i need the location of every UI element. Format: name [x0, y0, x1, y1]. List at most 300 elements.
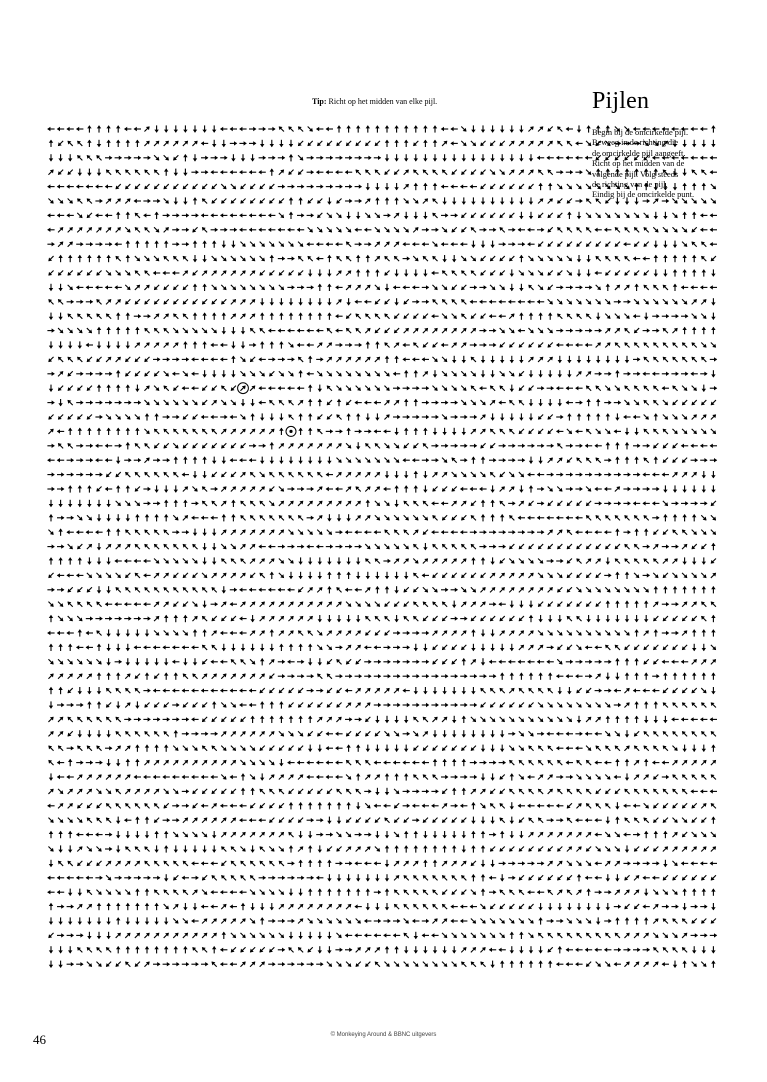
arrow-up-right — [508, 312, 516, 320]
arrow-down-right — [575, 643, 583, 651]
arrow-left — [498, 602, 505, 606]
arrow-left — [191, 688, 198, 692]
arrow-up-right — [152, 341, 160, 349]
start-arrow — [239, 384, 247, 392]
arrow-down — [97, 586, 101, 593]
arrow-down-left — [66, 384, 74, 392]
arrow-up — [308, 428, 312, 435]
arrow-down-right — [383, 226, 391, 234]
arrow-down-right — [229, 398, 237, 406]
arrow-up-left — [402, 614, 410, 622]
arrow-left — [498, 660, 505, 664]
arrow-left — [316, 242, 323, 246]
arrow-left — [153, 645, 160, 649]
arrow-up-left — [431, 514, 439, 522]
arrow-left — [76, 573, 83, 577]
arrow-down-right — [604, 427, 612, 435]
arrow-right — [307, 487, 314, 491]
arrow-right — [153, 458, 160, 462]
arrow-up-right — [364, 773, 372, 781]
arrow-right — [585, 328, 592, 332]
arrow-down-left — [316, 730, 324, 738]
arrow-left — [287, 588, 294, 592]
arrow-left — [374, 400, 381, 404]
arrow-up — [481, 456, 485, 463]
arrow-up-right — [268, 658, 276, 666]
arrow-up — [174, 456, 178, 463]
arrow-down-left — [76, 269, 84, 277]
arrow-up — [606, 442, 610, 449]
arrow-down — [327, 514, 331, 521]
arrow-right — [316, 688, 323, 692]
arrow-up-left — [680, 341, 688, 349]
arrow-up-right — [373, 773, 381, 781]
arrow-up-left — [181, 254, 189, 262]
arrow-down — [49, 773, 53, 780]
arrow-right — [105, 242, 112, 246]
arrow-up-left — [440, 542, 448, 550]
arrow-right — [307, 688, 314, 692]
arrow-down-right — [642, 586, 650, 594]
arrow-up-left — [162, 542, 170, 550]
arrow-down — [423, 543, 427, 550]
arrow-down — [106, 586, 110, 593]
arrow-down-right — [210, 254, 218, 262]
arrow-up-right — [460, 629, 468, 637]
arrow-left — [575, 674, 582, 678]
arrow-up-right — [248, 600, 256, 608]
arrow-down — [106, 500, 110, 507]
arrow-right — [211, 487, 218, 491]
arrow-up-right — [210, 269, 218, 277]
arrow-down-right — [383, 514, 391, 522]
arrow-down-left — [335, 701, 343, 709]
arrow-right — [326, 429, 333, 433]
arrow-up-left — [114, 730, 122, 738]
arrow-up-right — [47, 168, 55, 176]
arrow-down-right — [220, 744, 228, 752]
arrow-down-right — [460, 384, 468, 392]
arrow-left — [57, 184, 64, 188]
arrow-down — [510, 125, 514, 132]
arrow-up-left — [431, 211, 439, 219]
arrow-up-left — [527, 283, 535, 291]
arrow-down-left — [479, 269, 487, 277]
arrow-down — [558, 370, 562, 377]
arrow-left — [326, 242, 333, 246]
arrow-up-left — [421, 254, 429, 262]
arrow-down — [577, 269, 581, 276]
arrow-up-right — [114, 355, 122, 363]
arrow-left — [172, 271, 179, 275]
arrow-left — [201, 688, 208, 692]
arrow-up-left — [162, 586, 170, 594]
arrow-down — [711, 687, 715, 694]
arrow-down-right — [671, 427, 679, 435]
arrow-down-left — [316, 211, 324, 219]
arrow-down-left — [671, 686, 679, 694]
arrow-right — [451, 616, 458, 620]
arrow-left — [172, 660, 179, 664]
arrow-down-right — [508, 715, 516, 723]
arrow-up — [106, 672, 110, 679]
arrow-right — [403, 703, 410, 707]
arrow-down-right — [594, 298, 602, 306]
arrow-down-left — [383, 269, 391, 277]
arrow-down-right — [306, 528, 314, 536]
arrow-up — [298, 716, 302, 723]
arrow-up-right — [104, 197, 112, 205]
arrow-right — [172, 357, 179, 361]
arrow-up-left — [220, 557, 228, 565]
arrow-right — [652, 516, 659, 520]
arrow-right — [537, 386, 544, 390]
arrow-left — [153, 688, 160, 692]
arrow-right — [86, 300, 93, 304]
arrow-down — [222, 457, 226, 464]
arrow-up-left — [181, 427, 189, 435]
arrow-left — [134, 645, 141, 649]
arrow-up-left — [488, 384, 496, 392]
arrow-down-left — [536, 542, 544, 550]
arrow-down — [490, 730, 494, 737]
arrow-down — [270, 457, 274, 464]
arrow-left — [681, 127, 688, 131]
arrow-down-left — [210, 384, 218, 392]
arrow-down-left — [575, 686, 583, 694]
arrow-up — [644, 600, 648, 607]
arrow-right — [287, 487, 294, 491]
arrow-up-left — [325, 672, 333, 680]
arrow-up — [346, 125, 350, 132]
arrow-down — [404, 154, 408, 161]
arrow-down-right — [56, 614, 64, 622]
arrow-down-right — [143, 254, 151, 262]
arrow-up-right — [229, 758, 237, 766]
arrow-down — [260, 140, 264, 147]
arrow-left — [76, 127, 83, 131]
arrow-up — [183, 341, 187, 348]
arrow-up-right — [354, 514, 362, 522]
arrow-down-right — [680, 197, 688, 205]
arrow-right — [441, 703, 448, 707]
arrow-down — [548, 615, 552, 622]
arrow-down-right — [239, 283, 247, 291]
arrow-down-right — [344, 226, 352, 234]
arrow-right — [76, 760, 83, 764]
arrow-up — [308, 312, 312, 319]
instruction-line: de richting van de pijl. — [592, 180, 752, 190]
arrow-down — [404, 471, 408, 478]
arrow-up-right — [239, 571, 247, 579]
arrow-up — [106, 140, 110, 147]
arrow-right — [143, 314, 150, 318]
arrow-down-right — [709, 197, 717, 205]
arrow-up-right — [652, 197, 660, 205]
arrow-up — [298, 428, 302, 435]
arrow-down-right — [124, 226, 132, 234]
arrow-up-left — [344, 254, 352, 262]
arrow-up — [78, 428, 82, 435]
arrow-down-right — [181, 629, 189, 637]
arrow-down — [327, 298, 331, 305]
arrow-up-right — [229, 269, 237, 277]
arrow-up-right — [373, 470, 381, 478]
arrow-up — [634, 672, 638, 679]
arrow-down-right — [527, 730, 535, 738]
arrow-up-right — [76, 773, 84, 781]
arrow-up — [452, 759, 456, 766]
arrow-down-left — [517, 427, 525, 435]
arrow-up — [97, 428, 101, 435]
arrow-up-right — [104, 226, 112, 234]
arrow-up-right — [536, 355, 544, 363]
arrow-right — [297, 660, 304, 664]
arrow-left — [95, 444, 102, 448]
arrow-up-left — [594, 384, 602, 392]
arrow-down-left — [306, 197, 314, 205]
arrow-down — [327, 457, 331, 464]
arrow-up — [126, 485, 130, 492]
arrow-up-left — [229, 557, 237, 565]
arrow-down — [231, 644, 235, 651]
arrow-up — [279, 341, 283, 348]
arrow-down-right — [181, 398, 189, 406]
arrow-down-left — [565, 571, 573, 579]
arrow-down-right — [152, 154, 160, 162]
arrow-down-right — [373, 499, 381, 507]
arrow-up — [634, 528, 638, 535]
arrow-up — [183, 500, 187, 507]
arrow-up-right — [47, 730, 55, 738]
arrow-up-right — [536, 643, 544, 651]
arrow-down-right — [220, 542, 228, 550]
arrow-down — [510, 385, 514, 392]
arrow-down — [433, 428, 437, 435]
arrow-up-left — [162, 470, 170, 478]
arrow-left — [86, 285, 93, 289]
arrow-up-right — [268, 600, 276, 608]
arrow-left — [556, 746, 563, 750]
arrow-up-right — [575, 370, 583, 378]
arrow-down — [433, 154, 437, 161]
arrow-up — [289, 644, 293, 651]
arrow-up-right — [287, 499, 295, 507]
arrow-down-right — [632, 398, 640, 406]
arrow-down — [145, 629, 149, 636]
arrow-down-right — [613, 182, 621, 190]
arrow-down-right — [258, 254, 266, 262]
arrow-down-left — [172, 571, 180, 579]
arrow-up-left — [652, 355, 660, 363]
arrow-right — [95, 760, 102, 764]
arrow-up-left — [248, 326, 256, 334]
arrow-up — [615, 456, 619, 463]
arrow-right — [383, 559, 390, 563]
arrow-left — [450, 184, 457, 188]
arrow-up-left — [575, 226, 583, 234]
arrow-down-right — [546, 326, 554, 334]
arrow-left — [383, 760, 390, 764]
arrow-left — [402, 242, 409, 246]
arrow-up-left — [690, 355, 698, 363]
arrow-down-right — [527, 254, 535, 262]
arrow-up — [663, 586, 667, 593]
arrow-right — [268, 357, 275, 361]
arrow-down — [318, 457, 322, 464]
arrow-right — [662, 199, 669, 203]
arrow-down-left — [373, 629, 381, 637]
arrow-down — [222, 327, 226, 334]
arrow-down-right — [152, 629, 160, 637]
arrow-up — [673, 514, 677, 521]
arrow-down — [116, 341, 120, 348]
arrow-down-left — [316, 701, 324, 709]
arrow-down — [135, 701, 139, 708]
arrow-up-right — [556, 528, 564, 536]
arrow-up-right — [373, 686, 381, 694]
arrow-down-left — [85, 211, 93, 219]
arrow-left — [201, 141, 208, 145]
arrow-down — [193, 471, 197, 478]
arrow-down-right — [680, 240, 688, 248]
arrow-up-left — [575, 456, 583, 464]
arrow-down-left — [268, 744, 276, 752]
arrow-up-left — [85, 744, 93, 752]
arrow-up — [692, 327, 696, 334]
arrow-up-right — [296, 600, 304, 608]
arrow-down-right — [392, 442, 400, 450]
arrow-right — [643, 199, 650, 203]
arrow-up-left — [172, 427, 180, 435]
arrow-up-left — [584, 312, 592, 320]
arrow-left — [268, 328, 275, 332]
arrow-left — [182, 688, 189, 692]
arrow-left — [258, 588, 265, 592]
arrow-up-left — [248, 514, 256, 522]
arrow-down-right — [536, 269, 544, 277]
arrow-left — [431, 530, 438, 534]
arrow-up-left — [133, 168, 141, 176]
arrow-up-right — [364, 326, 372, 334]
arrow-up-right — [364, 197, 372, 205]
arrow-down — [385, 154, 389, 161]
arrow-left — [412, 760, 419, 764]
arrow-down-left — [565, 240, 573, 248]
arrow-down-right — [431, 355, 439, 363]
arrow-down-left — [536, 600, 544, 608]
arrow-down — [394, 572, 398, 579]
arrow-down — [471, 197, 475, 204]
arrow-up-left — [412, 571, 420, 579]
arrow-up-right — [450, 499, 458, 507]
arrow-left — [614, 429, 621, 433]
arrow-down-right — [508, 326, 516, 334]
arrow-left — [633, 314, 640, 318]
arrow-up — [279, 701, 283, 708]
arrow-down-left — [469, 211, 477, 219]
arrow-down-left — [488, 614, 496, 622]
arrow-down-right — [114, 499, 122, 507]
arrow-left — [354, 530, 361, 534]
arrow-up-right — [258, 427, 266, 435]
arrow-down-right — [402, 514, 410, 522]
arrow-down-right — [162, 398, 170, 406]
arrow-up — [164, 615, 168, 622]
arrow-left — [690, 127, 697, 131]
arrow-right — [662, 602, 669, 606]
arrow-down-right — [277, 240, 285, 248]
arrow-down — [106, 658, 110, 665]
arrow-right — [623, 501, 630, 505]
arrow-up-left — [700, 730, 708, 738]
arrow-down-left — [460, 168, 468, 176]
arrow-down — [270, 413, 274, 420]
arrow-left — [57, 458, 64, 462]
arrow-up — [202, 456, 206, 463]
arrow-up — [78, 255, 82, 262]
arrow-up-left — [392, 254, 400, 262]
arrow-right — [201, 170, 208, 174]
arrow-down-right — [575, 298, 583, 306]
arrow-up-left — [95, 715, 103, 723]
arrow-up-left — [383, 312, 391, 320]
arrow-up-left — [143, 586, 151, 594]
arrow-up-right — [239, 542, 247, 550]
arrow-up-left — [210, 499, 218, 507]
arrow-right — [566, 660, 573, 664]
arrow-up — [385, 586, 389, 593]
arrow-right — [575, 487, 582, 491]
arrow-down — [490, 197, 494, 204]
arrow-up-left — [306, 254, 314, 262]
arrow-up-left — [143, 730, 151, 738]
arrow-down — [241, 341, 245, 348]
arrow-down-left — [162, 182, 170, 190]
arrow-up — [404, 428, 408, 435]
arrow-right — [575, 285, 582, 289]
arrow-down-left — [661, 456, 669, 464]
arrow-down — [135, 629, 139, 636]
arrow-down — [519, 154, 523, 161]
arrow-up-left — [642, 744, 650, 752]
arrow-right — [47, 242, 54, 246]
arrow-up — [615, 442, 619, 449]
arrow-right — [422, 285, 429, 289]
arrow-right — [105, 372, 112, 376]
arrow-down-left — [181, 442, 189, 450]
arrow-up-left — [95, 154, 103, 162]
arrow-down — [577, 212, 581, 219]
arrow-left — [585, 156, 592, 160]
arrow-up — [87, 485, 91, 492]
arrow-down — [394, 586, 398, 593]
arrow-down — [529, 399, 533, 406]
arrow-down-left — [229, 715, 237, 723]
arrow-up-right — [229, 571, 237, 579]
arrow-up-left — [104, 715, 112, 723]
arrow-down — [126, 644, 130, 651]
arrow-down-left — [181, 701, 189, 709]
arrow-down — [126, 341, 130, 348]
arrow-down-left — [652, 442, 660, 450]
arrow-up — [615, 658, 619, 665]
arrow-down-left — [652, 643, 660, 651]
arrow-down-left — [124, 355, 132, 363]
arrow-right — [604, 400, 611, 404]
arrow-down — [702, 557, 706, 564]
arrow-up-right — [248, 557, 256, 565]
